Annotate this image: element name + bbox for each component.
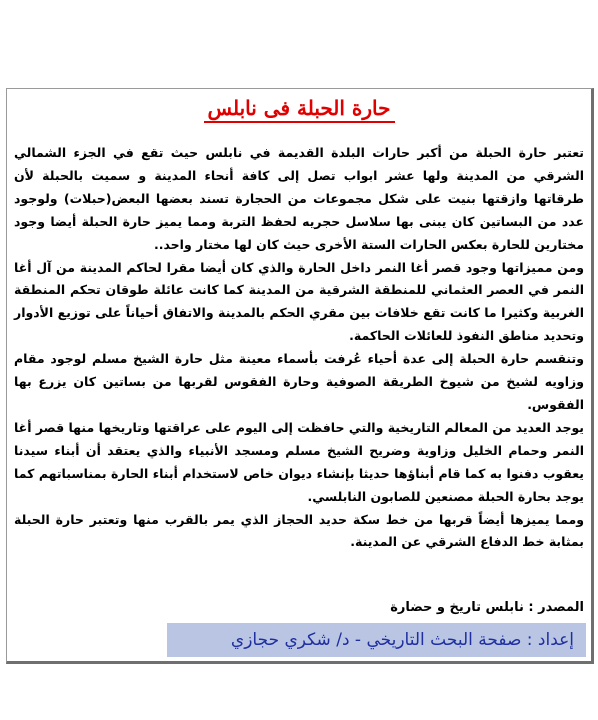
- source-line: المصدر : نابلس تاريخ و حضارة: [390, 600, 584, 615]
- paragraph-4: يوجد العديد من المعالم التاريخية والتي حافظت إلى اليوم على عراقتها وتاريخها منها قصر أغا النمر وحمام الخليل وزاوية وضريح الشيخ مسلم ومسجد الأنبياء والذي يعتقد أن أبناء سيدنا يعقوب دفنوا به كما قام أبناؤها حديثا بإنشاء ديوان خاص لاستخدام أبناء الحارة بمناسباتهم كما يوجد بحارة الحبلة مصنعين للصابون النابلسي.: [13, 419, 584, 504]
- author-credit: إعداد : صفحة البحث التاريخي - د/ شكري حجازي: [167, 623, 586, 657]
- paragraph-1: تعتبر حارة الحبلة من أكبر حارات البلدة القديمة في نابلس حيث تقع في الجزء الشمالي الشرقي من المدينة ولها عشر ابواب تصل إلى كافة أنحاء المدينة و سميت بالحبلة لأن طرقاتها وازقتها بنيت على شكل مجموعات من الحجارة تسند بعضها البعض(حبلات) ولوجود عدد من البساتين كان يبنى بها سلاسل حجريه لحفظ التربة ومما يميز حارة الحبلة أيضا وجود مختارين للحارة بعكس الحارات الستة الأخرى حيث كان لها مختار واحد..: [14, 145, 584, 252]
- article-body: [14, 142, 584, 554]
- document-title: [0, 95, 598, 121]
- paragraph-3: وتنقسم حارة الحبلة إلى عدة أحياء عُرفت بأسماء معينة مثل حارة الشيخ مسلم لوجود مقام وزاويه لشيخ من شيوخ الطريقة الصوفية وحارة الفقوس لقربها من بساتين كان يزرع بها الفقوس.: [14, 351, 584, 412]
- title-text: حارة الحبلة فى نابلس: [204, 96, 395, 123]
- paragraph-2: ومن مميزاتها وجود قصر أغا النمر داخل الحارة والذي كان أيضا مقرا لحاكم المدينة من آل أغا النمر في العصر العثماني للمنطقة الشرقية من المدينة كما كانت عائلة طوقان تحكم المنطقة الغربية وكثيرا ما كانت تقع خلافات بين مقري الحكم بالمدينة والاتفاق أحياناً على توزيع الأدوار وتحديد مناطق النفوذ للعائلات الحاكمة.: [14, 259, 584, 344]
- paragraph-5: ومما يميزها أيضاً قربها من خط سكة حديد الحجاز الذي يمر بالقرب منها وتعتبر حارة الحبلة بمثابة خط الدفاع الشرقي عن المدينة.: [14, 511, 584, 550]
